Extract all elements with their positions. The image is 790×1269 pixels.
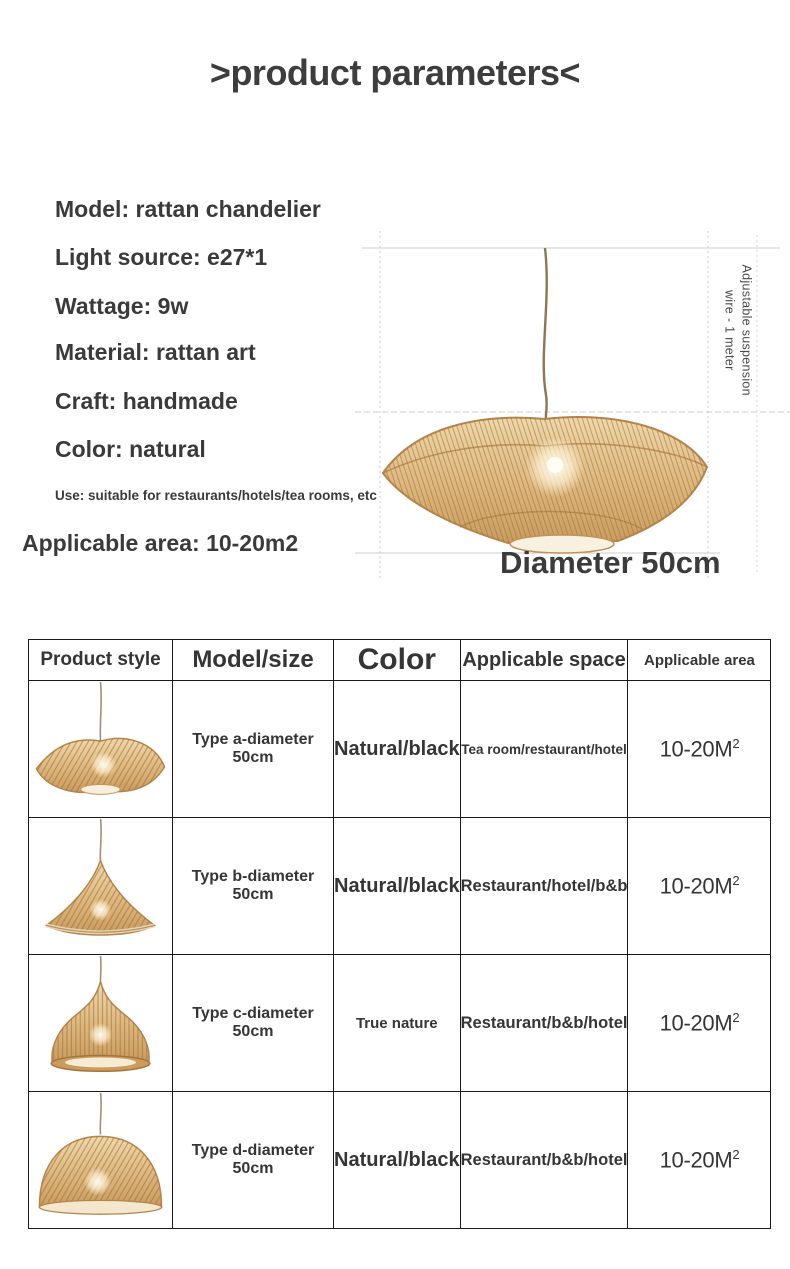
saucer-rattan-lamp-icon [30, 682, 171, 816]
applicable-area-cell: $10-20M^2$ [628, 818, 771, 955]
header-applicable-space: Applicable space [460, 640, 628, 681]
cone-rattan-lamp-icon [30, 819, 171, 953]
dome-rattan-lamp-icon [30, 1093, 171, 1227]
product-style-cell [29, 955, 173, 1092]
table-row [29, 681, 771, 818]
spec-light-source: Light source: e27*1 [55, 244, 268, 270]
parameters-table [28, 639, 771, 1229]
color-cell: Natural/black [334, 1092, 461, 1229]
applicable-space-cell: Restaurant/hotel/b&b [460, 818, 628, 955]
applicable-space-cell: Tea room/restaurant/hotel [460, 681, 628, 818]
applicable-space-cell: Restaurant/b&b/hotel [460, 955, 628, 1092]
header-applicable-area: Applicable area [628, 640, 771, 681]
page-title: >product parameters< [209, 52, 581, 93]
spec-wattage: Wattage: 9w [55, 293, 189, 319]
spec-craft: Craft: handmade [55, 388, 238, 414]
model-size-cell: Type d-diameter 50cm [173, 1092, 334, 1229]
product-style-cell [29, 1092, 173, 1229]
suspension-wire-label-line1: Adjustable suspension [739, 264, 754, 396]
product-style-cell [29, 818, 173, 955]
color-cell: Natural/black [334, 681, 461, 818]
product-style-cell [29, 681, 173, 818]
applicable-space-cell: Restaurant/b&b/hotel [460, 1092, 628, 1229]
applicable-area-cell: $10-20M^2$ [628, 1092, 771, 1229]
header-product-style: Product style [29, 640, 173, 681]
spec-model: Model: rattan chandelier [55, 196, 321, 222]
applicable-area-cell: $10-20M^2$ [628, 955, 771, 1092]
diameter-label: Diameter 50cm [500, 545, 721, 580]
spec-use: Use: suitable for restaurants/hotels/tea rooms, etc [55, 488, 377, 503]
model-size-cell: Type a-diameter 50cm [173, 681, 334, 818]
bell-rattan-lamp-icon [30, 956, 171, 1090]
table-row [29, 818, 771, 955]
header-model-size: Model/size [173, 640, 334, 681]
applicable-area-cell: $10-20M^2$ [628, 681, 771, 818]
lamp-shade [383, 417, 707, 553]
suspension-wire-label [720, 250, 755, 410]
model-size-cell: Type b-diameter 50cm [173, 818, 334, 955]
table-row [29, 955, 771, 1092]
model-size-cell: Type c-diameter 50cm [173, 955, 334, 1092]
spec-color: Color: natural [55, 436, 206, 462]
spec-material: Material: rattan art [55, 339, 256, 365]
table-row [29, 1092, 771, 1229]
spec-applicable-area: Applicable area: 10-20m2 [22, 530, 299, 556]
suspension-wire-label-line2: wire - 1 meter [722, 289, 736, 371]
header-color: Color [334, 640, 461, 681]
color-cell: True nature [334, 955, 461, 1092]
color-cell: Natural/black [334, 818, 461, 955]
table-header-row [29, 640, 771, 681]
lamp-wire [544, 248, 547, 421]
